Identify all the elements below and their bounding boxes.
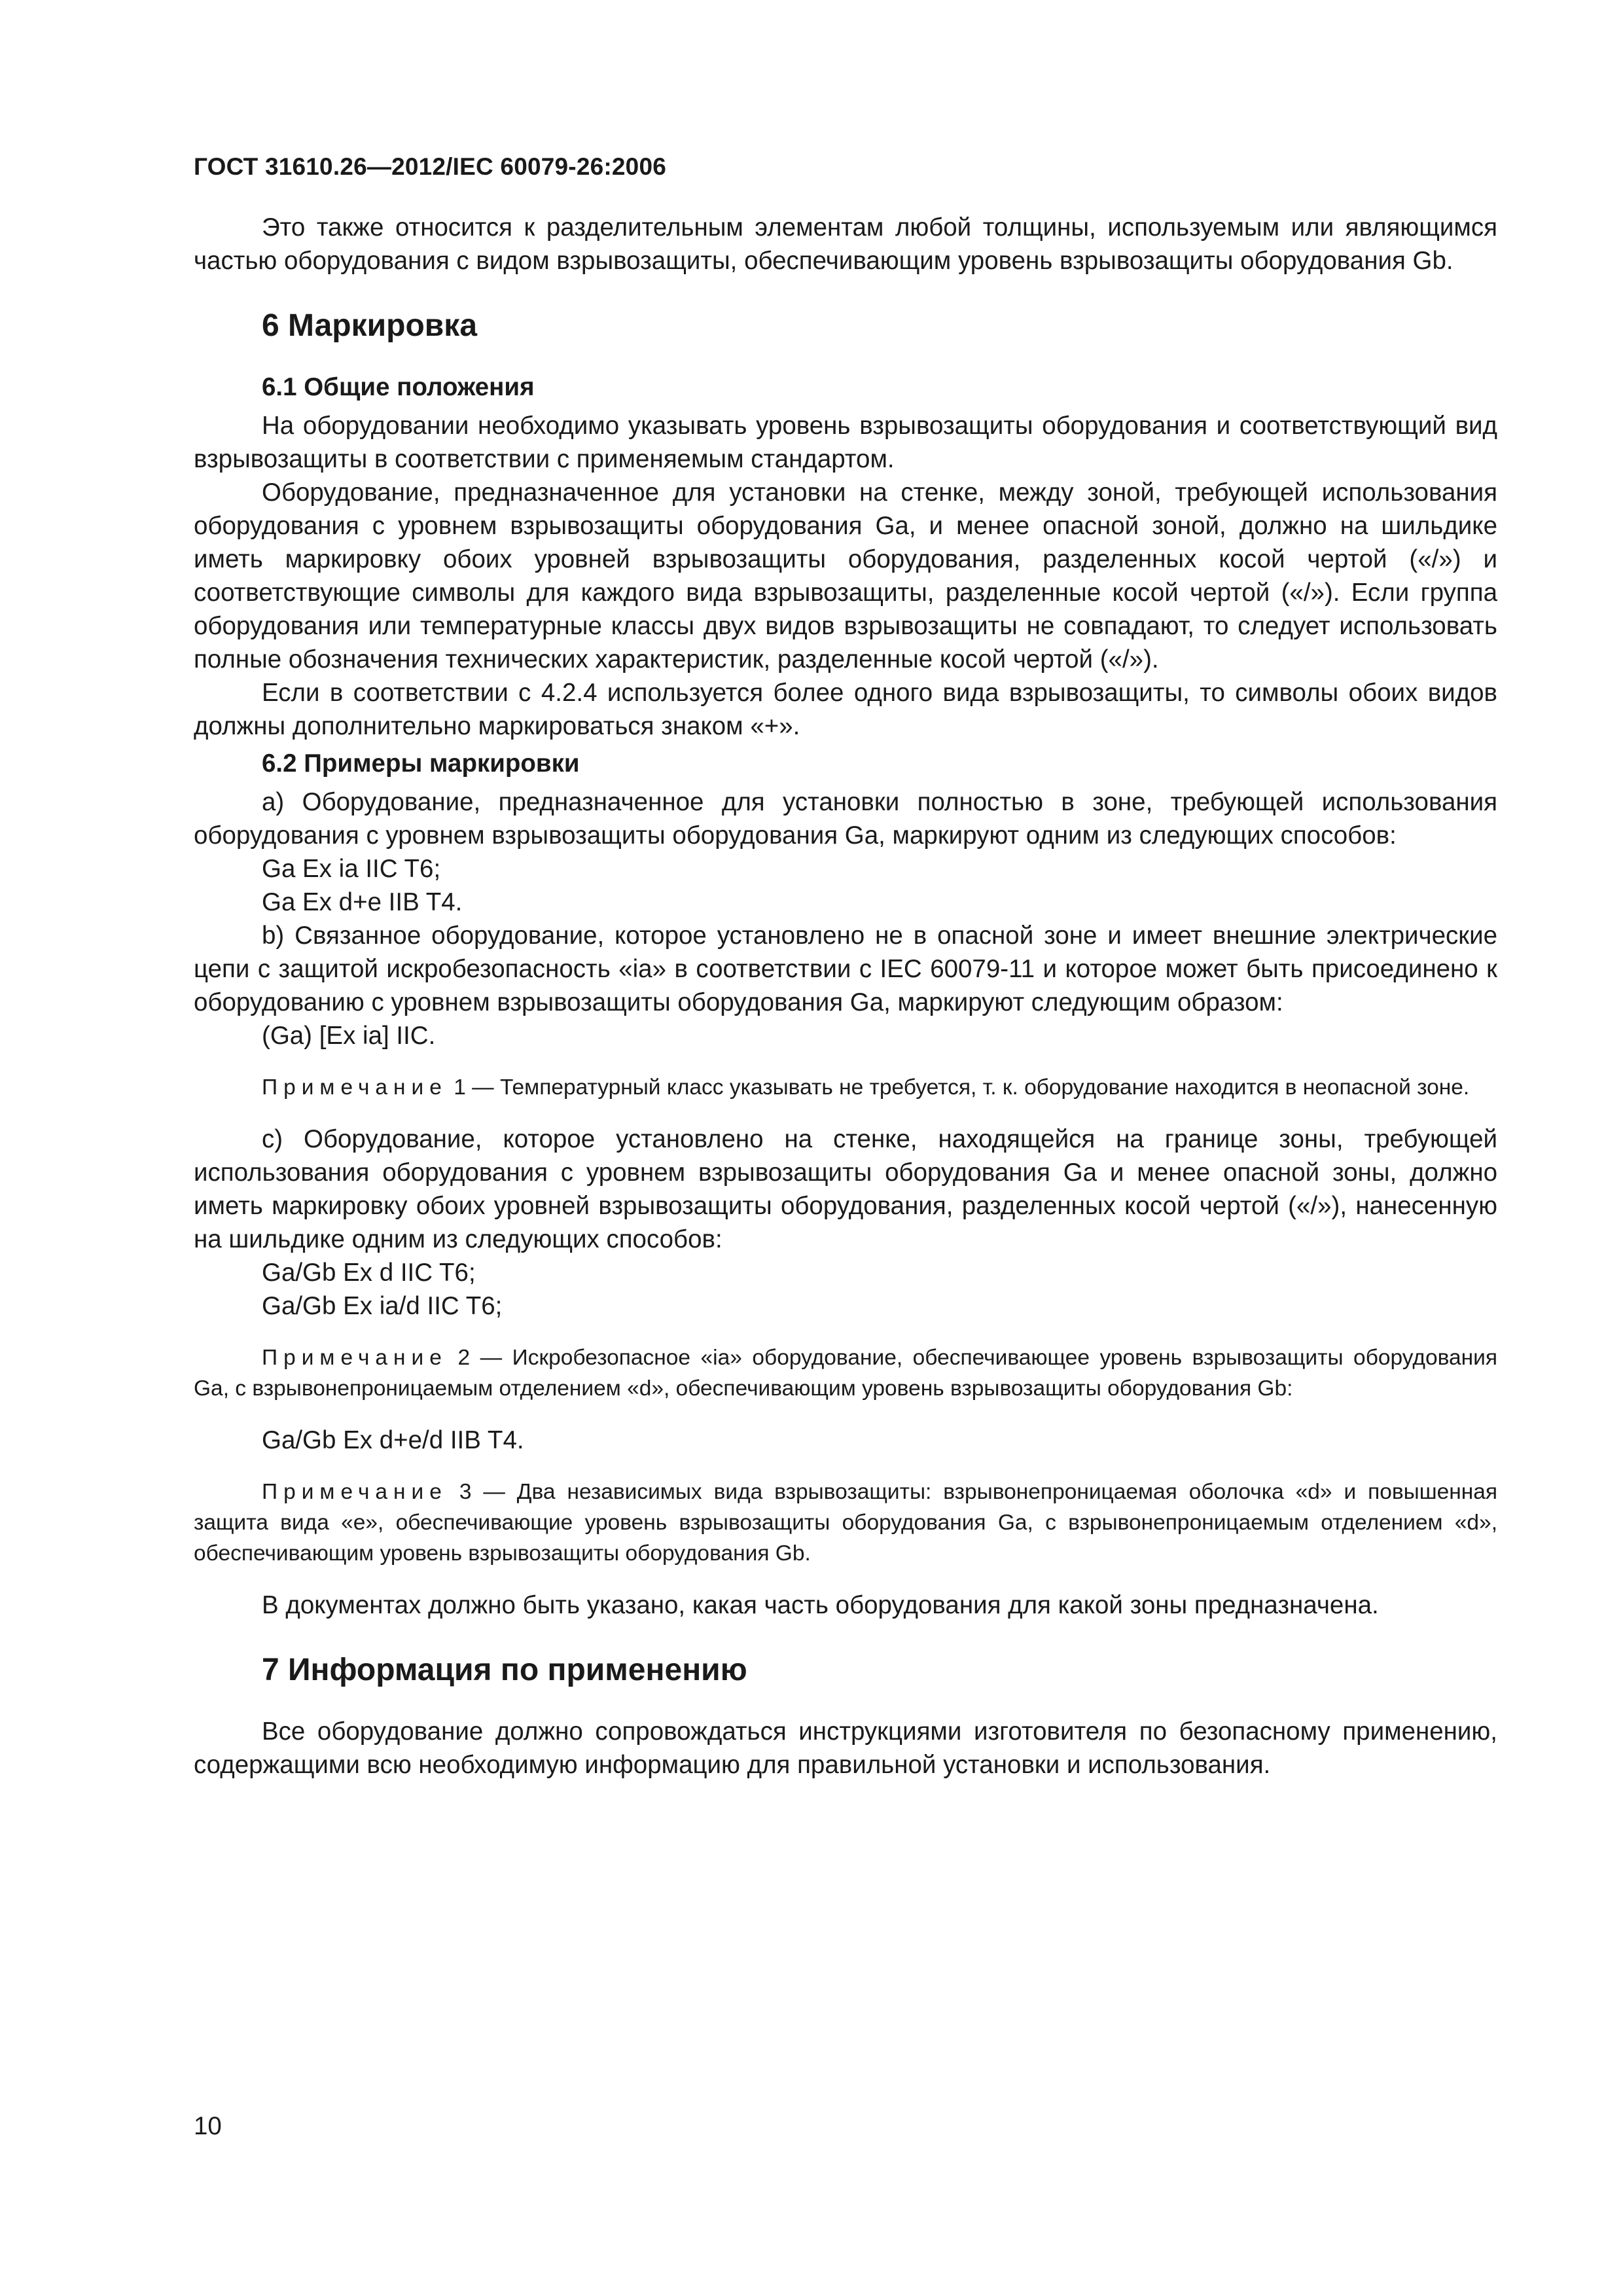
document-page	[194, 151, 1497, 1782]
note-1	[194, 1072, 1497, 1103]
note-1-text: 1 — Температурный класс указывать не требуется, т. к. оборудование находится в неопасной зоне.	[447, 1075, 1470, 1100]
section-6-heading: 6 Маркировка	[262, 308, 478, 343]
item-b-text: b) Связанное оборудование, которое установлено не в опасной зоне и имеет внешние электрические цепи с защитой искробезопасность «ia» в соответствии с IEC 60079-11 и которое может быть присоединено к оборудованию с уровнем взрывозащиты оборудования Ga, маркируют следующим образом:	[194, 922, 1497, 1016]
note-2-text: 2 — Искробезопасное «ia» оборудование, обеспечивающее уровень взрывозащиты оборудования Ga, с взрывонепроницаемым отделением «d», обеспечивающим уровень взрывозащиты оборудования Gb:	[194, 1346, 1497, 1401]
item-a-marking-2: Ga Ex d+e IIB T4.	[262, 888, 463, 916]
section-6-1-paragraph-3: Если в соответствии с 4.2.4 используется более одного вида взрывозащиты, то символы обоих видов должны дополнительно маркироваться знаком «+».	[194, 679, 1497, 740]
item-c-marking-2: Ga/Gb Ex ia/d IIC T6;	[262, 1292, 503, 1320]
section-7-paragraph: Все оборудование должно сопровождаться инструкциями изготовителя по безопасному применению, содержащими всю необходимую информацию для правильной установки и использования.	[194, 1717, 1497, 1779]
section-6-1-heading: 6.1 Общие положения	[262, 373, 535, 401]
section-6-1-paragraph-2: Оборудование, предназначенное для установки на стенке, между зоной, требующей использования оборудования с уровнем взрывозащиты оборудования Ga, и менее опасной зоной, должно на шильдике иметь маркировку обоих уровней взрывозащиты оборудования, разделенных косой чертой («/») и соответствующие символы для каждого вида взрывозащиты, разделенные косой чертой («/»). Если группа оборудования или температурные классы двух видов взрывозащиты не совпадают, то следует использовать полные обозначения технических характеристик, разделенные косой чертой («/»).	[194, 478, 1497, 673]
item-a-marking-1: Ga Ex ia IIC T6;	[262, 855, 441, 883]
note-1-label: Примечание	[262, 1075, 448, 1100]
section-6-2-closing: В документах должно быть указано, какая часть оборудования для какой зоны предназначена.	[262, 1591, 1379, 1619]
section-6-1-paragraph-1: На оборудовании необходимо указывать уровень взрывозащиты оборудования и соответствующий вид взрывозащиты в соответствии с применяемым стандартом.	[194, 412, 1497, 473]
item-c-marking-3: Ga/Gb Ex d+e/d IIB T4.	[262, 1426, 524, 1454]
note-2	[194, 1342, 1497, 1404]
item-c-marking-1: Ga/Gb Ex d IIC T6;	[262, 1259, 476, 1287]
note-3	[194, 1477, 1497, 1569]
item-b-marking: (Ga) [Ex ia] IIC.	[262, 1022, 436, 1050]
note-2-label: Примечание	[262, 1346, 448, 1370]
item-c-text: c) Оборудование, которое установлено на стенке, находящейся на границе зоны, требующей использования оборудования с уровнем взрывозащиты оборудования Ga и менее опасной зоны, должно иметь маркировку обоих уровней взрывозащиты оборудования, разделенных косой чертой («/»), нанесенную на шильдике одним из следующих способов:	[194, 1125, 1497, 1253]
note-3-text: 3 — Два независимых вида взрывозащиты: взрывонепроницаемая оболочка «d» и повышенная защита вида «e», обеспечивающие уровень взрывозащиты оборудования Ga, с взрывонепроницаемым отделением «d», обеспечивающим уровень взрывозащиты оборудования Gb.	[194, 1480, 1497, 1566]
section-7-heading: 7 Информация по применению	[262, 1653, 747, 1687]
section-6-2-heading: 6.2 Примеры маркировки	[262, 749, 580, 778]
intro-paragraph: Это также относится к разделительным элементам любой толщины, используемым или являющимся частью оборудования с видом взрывозащиты, обеспечивающим уровень взрывозащиты оборудования Gb.	[194, 213, 1497, 275]
note-3-label: Примечание	[262, 1480, 448, 1504]
page-number: 10	[194, 2112, 222, 2140]
standard-header: ГОСТ 31610.26—2012/IEC 60079-26:2006	[194, 153, 667, 180]
item-a-text: a) Оборудование, предназначенное для установки полностью в зоне, требующей использования оборудования с уровнем взрывозащиты оборудования Ga, маркируют одним из следующих способов:	[194, 788, 1497, 850]
